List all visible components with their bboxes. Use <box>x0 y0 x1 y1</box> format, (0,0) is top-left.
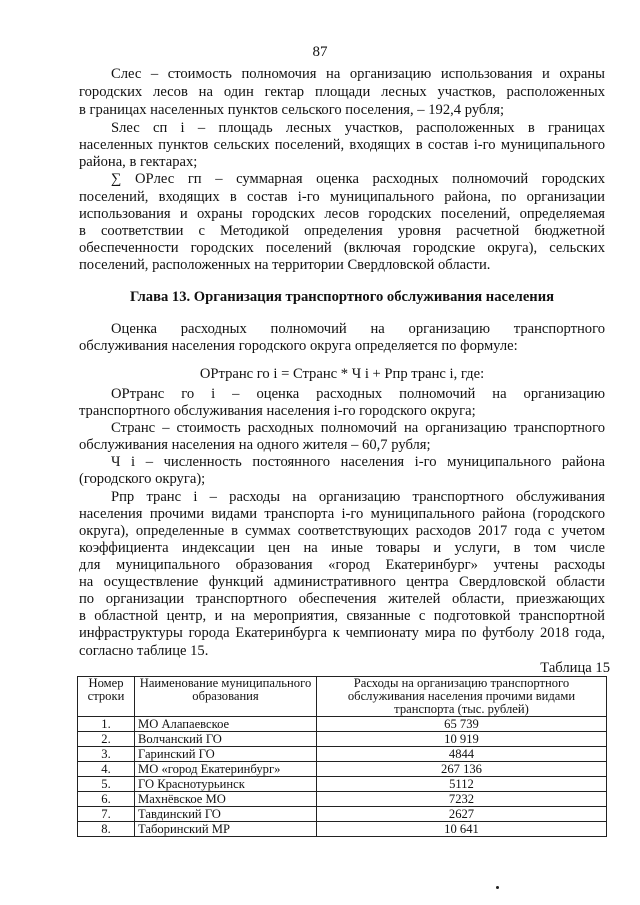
chapter-heading: Глава 13. Организация транспортного обслуживания населения <box>129 289 555 305</box>
text-line: ОРтранс го i – оценка расходных полномочий на организацию <box>111 386 605 402</box>
text-line: Оценка расходных полномочий на организацию транспортного <box>111 321 605 337</box>
text-line: в границах населенных пунктов сельского поселения, – 192,4 рубля; <box>79 102 505 118</box>
municipality-name: Таборинский МР <box>135 822 317 837</box>
text-line: согласно таблице 15. <box>79 643 209 659</box>
expense-value: 267 136 <box>317 762 607 777</box>
text-line: Ч i – численность постоянного населения i-го муниципального района <box>111 454 605 470</box>
text-line: (городского округа); <box>79 471 206 487</box>
table-row <box>78 792 607 807</box>
municipality-name: Гаринский ГО <box>135 747 317 762</box>
scan-speck <box>496 886 499 889</box>
expenses-table <box>77 676 607 837</box>
text-line: округа), определенные в суммах соответствующих расходов 2017 года с учетом <box>79 523 605 539</box>
table-row <box>78 777 607 792</box>
row-number: 7. <box>78 807 135 822</box>
text-line: инфраструктуры города Екатеринбурга к чемпионату мира по футболу 2018 года, <box>79 625 605 641</box>
text-line: Sлес сп i – площадь лесных участков, расположенных в границах <box>111 120 605 136</box>
expense-value: 2627 <box>317 807 607 822</box>
row-number: 4. <box>78 762 135 777</box>
table-caption: Таблица 15 <box>540 660 610 676</box>
municipality-name: Махнёвское МО <box>135 792 317 807</box>
text-line: в соответствии с Методикой определения уровня расчетной бюджетной <box>79 223 605 239</box>
text-line: Странс – стоимость расходных полномочий на организацию транспортного <box>111 420 605 436</box>
table-row <box>78 717 607 732</box>
expense-value: 10 919 <box>317 732 607 747</box>
text-line: обслуживания населения на одного жителя – 60,7 рубля; <box>79 437 431 453</box>
formula: ОРтранс го i = Странс * Ч i + Рпр транс i, где: <box>199 366 485 382</box>
municipality-name: Тавдинский ГО <box>135 807 317 822</box>
text-line: Слес – стоимость полномочия на организацию использования и охраны <box>111 66 605 82</box>
table-row <box>78 762 607 777</box>
text-line: обслуживания населения городского округа определяется по формуле: <box>79 338 518 354</box>
text-line: на осуществление функций административного центра Свердловской области <box>79 574 605 590</box>
table-header-row <box>78 677 607 717</box>
page-number: 87 <box>312 44 328 60</box>
row-number: 8. <box>78 822 135 837</box>
text-line: обеспеченности городских поселений (включая городские округа), сельских <box>79 240 605 256</box>
table-row <box>78 807 607 822</box>
municipality-name: ГО Краснотурьинск <box>135 777 317 792</box>
municipality-name: МО Алапаевское <box>135 717 317 732</box>
row-number: 3. <box>78 747 135 762</box>
text-line: поселений, входящих в состав i-го муниципального района, по организации <box>79 189 605 205</box>
expense-value: 65 739 <box>317 717 607 732</box>
text-line: использования и охраны городских лесов городских поселений, определяемая <box>79 206 605 222</box>
text-line: коэффициента индексации цен на иные товары и услуги, в том числе <box>79 540 605 556</box>
text-line: Рпр транс i – расходы на организацию транспортного обслуживания <box>111 489 605 505</box>
table-row <box>78 822 607 837</box>
text-line: городских лесов на один гектар площади лесных участков, расположенных <box>79 84 605 100</box>
municipality-name: Волчанский ГО <box>135 732 317 747</box>
header-municipality: Наименование муниципального образования <box>135 677 317 717</box>
text-line: населенных пунктов сельских поселений, входящих в состав i-го муниципального <box>79 137 605 153</box>
expense-value: 5112 <box>317 777 607 792</box>
row-number: 6. <box>78 792 135 807</box>
header-expenses: Расходы на организацию транспортного обслуживания населения прочими видами транспорта (тыс. рублей) <box>317 677 607 717</box>
expense-value: 7232 <box>317 792 607 807</box>
expense-value: 4844 <box>317 747 607 762</box>
text-line: транспортного обслуживания населения i-го городского округа; <box>79 403 476 419</box>
text-line: населения прочими видами транспорта i-го муниципального района (городского <box>79 506 605 522</box>
municipality-name: МО «город Екатеринбург» <box>135 762 317 777</box>
text-line: поселений, расположенных на территории Свердловской области. <box>79 257 491 273</box>
text-line: района, в гектарах; <box>79 154 198 170</box>
row-number: 1. <box>78 717 135 732</box>
header-row-number: Номер строки <box>78 677 135 717</box>
row-number: 5. <box>78 777 135 792</box>
text-line: в областной центр, и на мероприятия, связанные с подготовкой транспортной <box>79 608 605 624</box>
text-line: ∑ ОРлес гп – суммарная оценка расходных полномочий городских <box>111 171 605 187</box>
expense-value: 10 641 <box>317 822 607 837</box>
text-line: по организации транспортного обеспечения жителей области, приезжающих <box>79 591 605 607</box>
table-row <box>78 732 607 747</box>
table-row <box>78 747 607 762</box>
row-number: 2. <box>78 732 135 747</box>
text-line: для муниципального образования «город Екатеринбург» учтены расходы <box>79 557 605 573</box>
